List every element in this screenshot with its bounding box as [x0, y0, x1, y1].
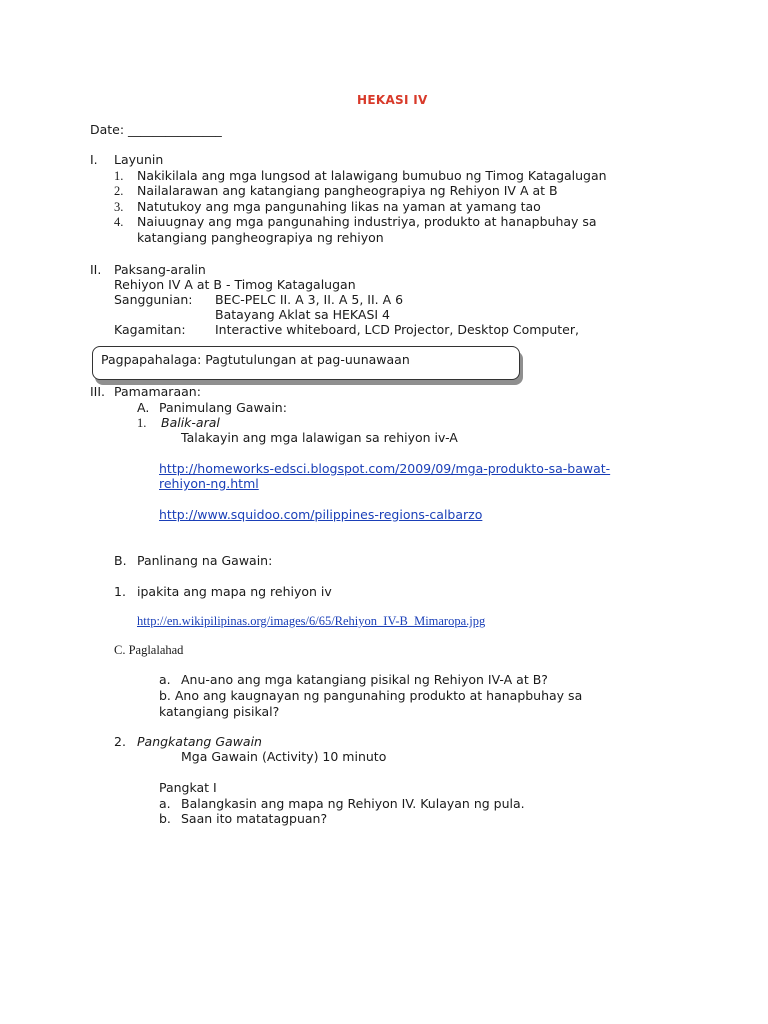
- group-task-b-label: b.: [159, 811, 171, 826]
- part-b-text: Panlinang na Gawain:: [137, 553, 273, 568]
- homeworks-link-line-2[interactable]: rehiyon-ng.html: [159, 476, 259, 491]
- objective-1-number: 1.: [114, 169, 124, 183]
- group-task-b-text: Saan ito matatagpuan?: [181, 811, 328, 826]
- objective-1-text: Nakikilala ang mga lungsod at lalawigang bumubuo ng Timog Katagalugan: [137, 168, 607, 183]
- section-2-heading: Paksang-aralin: [114, 262, 206, 277]
- homeworks-link-continuation[interactable]: [159, 476, 259, 492]
- objective-2-number: 2.: [114, 184, 124, 198]
- section-1-heading: Layunin: [114, 152, 164, 167]
- values-box: [92, 346, 520, 380]
- group-task-a-label: a.: [159, 796, 171, 811]
- wikipilipinas-link[interactable]: http://en.wikipilipinas.org/images/6/65/Rehiyon_IV-B_Mimaropa.jpg: [137, 614, 486, 628]
- date-line: Date: _______________: [90, 122, 222, 137]
- homeworks-link-line-1[interactable]: http://homeworks-edsci.blogspot.com/2009/09/mga-produkto-sa-bawat-: [159, 461, 611, 476]
- part-c-question-a-label: a.: [159, 672, 171, 687]
- sanggunian-value-2: Batayang Aklat sa HEKASI 4: [215, 307, 390, 322]
- section-1-number: I.: [90, 152, 98, 167]
- section-3-heading: Pamamaraan:: [114, 384, 201, 399]
- sanggunian-label: Sanggunian:: [114, 292, 193, 307]
- part-c-question-b-continuation: katangiang pisikal?: [159, 704, 280, 719]
- item-2-number: 2.: [114, 734, 126, 749]
- part-a-label: A.: [137, 400, 150, 415]
- objective-4-text: Naiuugnay ang mga pangunahing industriya, produkto at hanapbuhay sa: [137, 214, 597, 229]
- objective-4-number: 4.: [114, 215, 124, 229]
- part-b-item-1-number: 1.: [114, 584, 126, 599]
- lesson-subject: Rehiyon IV A at B - Timog Katagalugan: [114, 277, 356, 292]
- objective-2-text: Nailalarawan ang katangiang pangheograpiya ng Rehiyon IV A at B: [137, 183, 558, 198]
- part-c-question-b: b. Ano ang kaugnayan ng pangunahing produkto at hanapbuhay sa: [159, 688, 583, 703]
- part-a-text: Panimulang Gawain:: [159, 400, 287, 415]
- document-title: HEKASI IV: [357, 93, 428, 107]
- part-c-question-a-text: Anu-ano ang mga katangiang pisikal ng Rehiyon IV-A at B?: [181, 672, 548, 687]
- values-text: Pagpapahalaga: Pagtutulungan at pag-uunawaan: [101, 352, 410, 367]
- group-label: Pangkat I: [159, 780, 217, 795]
- kagamitan-label: Kagamitan:: [114, 322, 186, 337]
- objective-3-text: Natutukoy ang mga pangunahing likas na yaman at yamang tao: [137, 199, 541, 214]
- part-b-label: B.: [114, 553, 127, 568]
- objective-3-number: 3.: [114, 200, 124, 214]
- item-2-description: Mga Gawain (Activity) 10 minuto: [181, 749, 387, 764]
- item-2-text: Pangkatang Gawain: [137, 734, 262, 749]
- sanggunian-value-1: BEC-PELC II. A 3, II. A 5, II. A 6: [215, 292, 404, 307]
- part-c-heading: C. Paglalahad: [114, 643, 184, 657]
- homeworks-link[interactable]: [159, 461, 610, 477]
- kagamitan-value: Interactive whiteboard, LCD Projector, Desktop Computer,: [215, 322, 579, 337]
- part-a-item-1-text: Balik-aral: [161, 415, 220, 430]
- squidoo-link[interactable]: http://www.squidoo.com/pilippines-regions-calbarzo: [159, 507, 483, 522]
- part-a-item-1-description: Talakayin ang mga lalawigan sa rehiyon iv-A: [181, 430, 458, 445]
- part-b-item-1-text: ipakita ang mapa ng rehiyon iv: [137, 584, 332, 599]
- part-a-item-1-number: 1.: [137, 416, 147, 430]
- section-2-number: II.: [90, 262, 102, 277]
- objective-4-continuation: katangiang pangheograpiya ng rehiyon: [137, 230, 384, 245]
- section-3-number: III.: [90, 384, 106, 399]
- group-task-a-text: Balangkasin ang mapa ng Rehiyon IV. Kulayan ng pula.: [181, 796, 525, 811]
